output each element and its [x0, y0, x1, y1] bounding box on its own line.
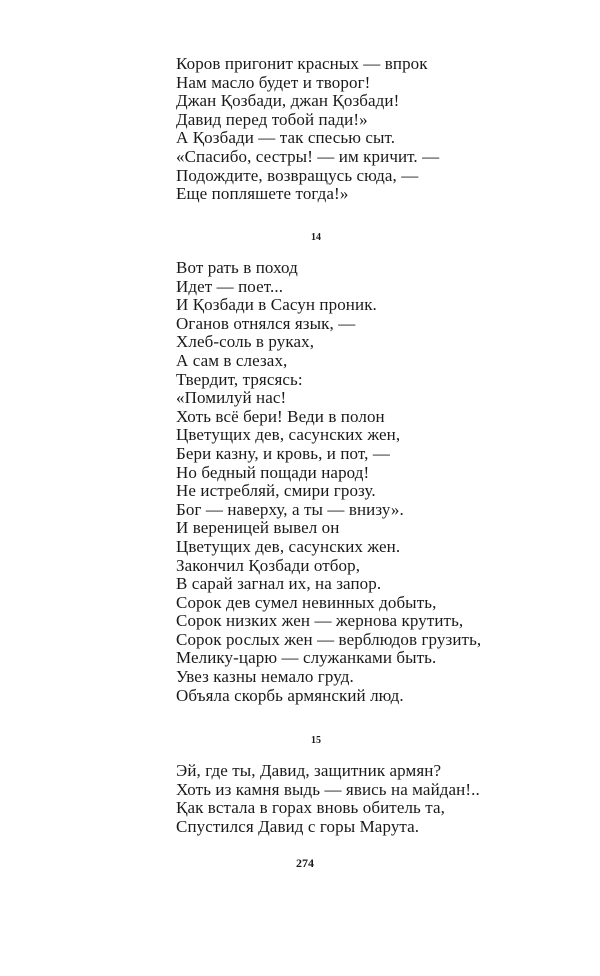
poem-line: Сорок рослых жен — верблюдов грузить,: [176, 629, 482, 649]
poem-line: Хлеб-соль в руках,: [176, 332, 315, 352]
poem-line: А сам в слезах,: [176, 350, 288, 370]
poem-line: Идет — поет...: [176, 276, 284, 296]
poem-line: Хоть всё бери! Веди в полон: [176, 406, 385, 426]
poem-line: Спустился Давид с горы Марута.: [176, 816, 420, 836]
poem-line: Оганов отнялся язык, —: [176, 313, 356, 333]
poem-line: Сорок дев сумел невинных добыть,: [176, 592, 437, 612]
stanza-section-14: [176, 259, 481, 705]
poem-line: Қак встала в горах вновь обитель та,: [176, 798, 445, 818]
poem-line: А Қозбади — так спесью сыт.: [176, 128, 396, 148]
poem-line: И вереницей вывел он: [176, 518, 340, 538]
poem-line: Закончил Қозбади отбор,: [176, 555, 361, 575]
poem-line: Объяла скорбь армянский люд.: [176, 685, 404, 705]
poem-line: Эй, где ты, Давид, защитник армян?: [176, 761, 442, 780]
poem-line: И Қозбади в Сасун проник.: [176, 295, 377, 315]
section-number-15: 15: [311, 735, 321, 746]
poem-line: Еще попляшете тогда!»: [176, 184, 349, 204]
stanza-section-15: [176, 762, 480, 836]
poem-line: Сорок низких жен — жернова крутить,: [176, 611, 464, 631]
poem-line: «Спасибо, сестры! — им кричит. —: [176, 146, 440, 166]
poem-line: Цветущих дев, сасунских жен.: [176, 536, 401, 556]
poem-line: Джан Қозбади, джан Қозбади!: [176, 91, 400, 111]
poem-line: Бери казну, и кровь, и пот, —: [176, 443, 390, 463]
poem-line: Коров пригонит красных — впрок: [176, 54, 428, 73]
poem-line: Бог — наверху, а ты — внизу».: [176, 499, 404, 519]
poem-line: Увез казны немало груд.: [176, 667, 354, 687]
poem-line: Но бедный пощади народ!: [176, 462, 370, 482]
poem-line: Твердит, трясясь:: [176, 369, 303, 389]
poem-line: Хоть из камня выдь — явись на майдан!..: [176, 779, 480, 799]
poem-line: Подождите, возвращусь сюда, —: [176, 165, 419, 185]
poem-line: В сарай загнал их, на запор.: [176, 574, 382, 594]
stanza-top: [176, 55, 439, 204]
poem-line: Мелику-царю — служанками быть.: [176, 648, 437, 668]
section-number-14: 14: [311, 232, 321, 243]
poem-line: Вот рать в поход: [176, 258, 298, 277]
poem-line: «Помилуй нас!: [176, 388, 287, 408]
poem-line: Цветущих дев, сасунских жен,: [176, 425, 401, 445]
page-number: 274: [296, 856, 314, 870]
poem-line: Нам масло будет и творог!: [176, 72, 371, 92]
poem-line: Давид перед тобой пади!»: [176, 109, 368, 129]
poem-line: Не истребляй, смири грозу.: [176, 481, 376, 501]
